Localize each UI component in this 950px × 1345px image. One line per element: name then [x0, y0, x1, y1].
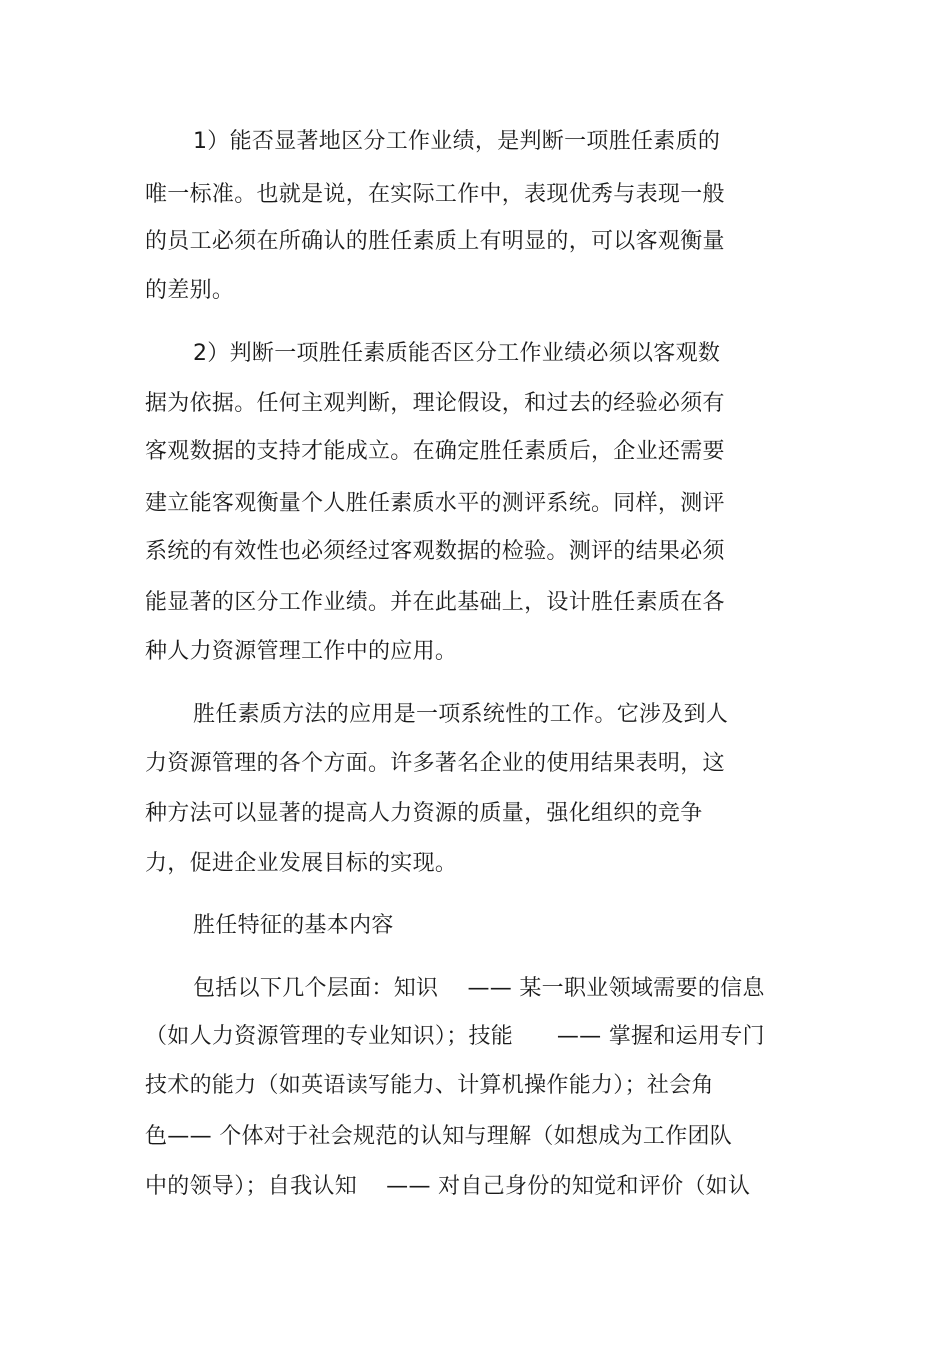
paragraph-1-line-1: 1）能否显著地区分工作业绩，是判断一项胜任素质的: [193, 129, 721, 154]
paragraph-2-line-1: 2）判断一项胜任素质能否区分工作业绩必须以客观数: [193, 341, 721, 366]
paragraph-5-line-4: 色—— 个体对于社会规范的认知与理解（如想成为工作团队: [145, 1124, 733, 1149]
paragraph-3-line-3: 种方法可以显著的提高人力资源的质量，强化组织的竞争: [145, 801, 703, 826]
paragraph-3-line-4: 力，促进企业发展目标的实现。: [145, 851, 458, 876]
paragraph-5-line-1: 包括以下几个层面：知识 —— 某一职业领域需要的信息: [193, 976, 765, 1001]
paragraph-3-line-1: 胜任素质方法的应用是一项系统性的工作。它涉及到人: [193, 702, 729, 727]
paragraph-2-line-6: 能显著的区分工作业绩。并在此基础上，设计胜任素质在各: [145, 590, 725, 615]
paragraph-5-line-5: 中的领导）；自我认知 —— 对自己身份的知觉和评价（如认: [145, 1174, 751, 1199]
paragraph-2-line-3: 客观数据的支持才能成立。在确定胜任素质后，企业还需要: [145, 439, 725, 464]
section-heading: 胜任特征的基本内容: [193, 913, 394, 938]
paragraph-2-line-4: 建立能客观衡量个人胜任素质水平的测评系统。同样，测评: [145, 491, 725, 516]
paragraph-1-line-2: 唯一标准。也就是说，在实际工作中，表现优秀与表现一般: [145, 182, 725, 207]
paragraph-2-line-7: 种人力资源管理工作中的应用。: [145, 639, 458, 664]
paragraph-5-line-2: （如人力资源管理的专业知识）；技能 —— 掌握和运用专门: [145, 1024, 765, 1049]
paragraph-1-line-4: 的差别。: [145, 278, 235, 303]
paragraph-2-line-2: 据为依据。任何主观判断，理论假设，和过去的经验必须有: [145, 391, 725, 416]
paragraph-5-line-3: 技术的能力（如英语读写能力、计算机操作能力）；社会角: [145, 1073, 714, 1098]
paragraph-2-line-5: 系统的有效性也必须经过客观数据的检验。测评的结果必须: [145, 539, 725, 564]
paragraph-3-line-2: 力资源管理的各个方面。许多著名企业的使用结果表明，这: [145, 751, 725, 776]
paragraph-1-line-3: 的员工必须在所确认的胜任素质上有明显的，可以客观衡量: [145, 229, 725, 254]
